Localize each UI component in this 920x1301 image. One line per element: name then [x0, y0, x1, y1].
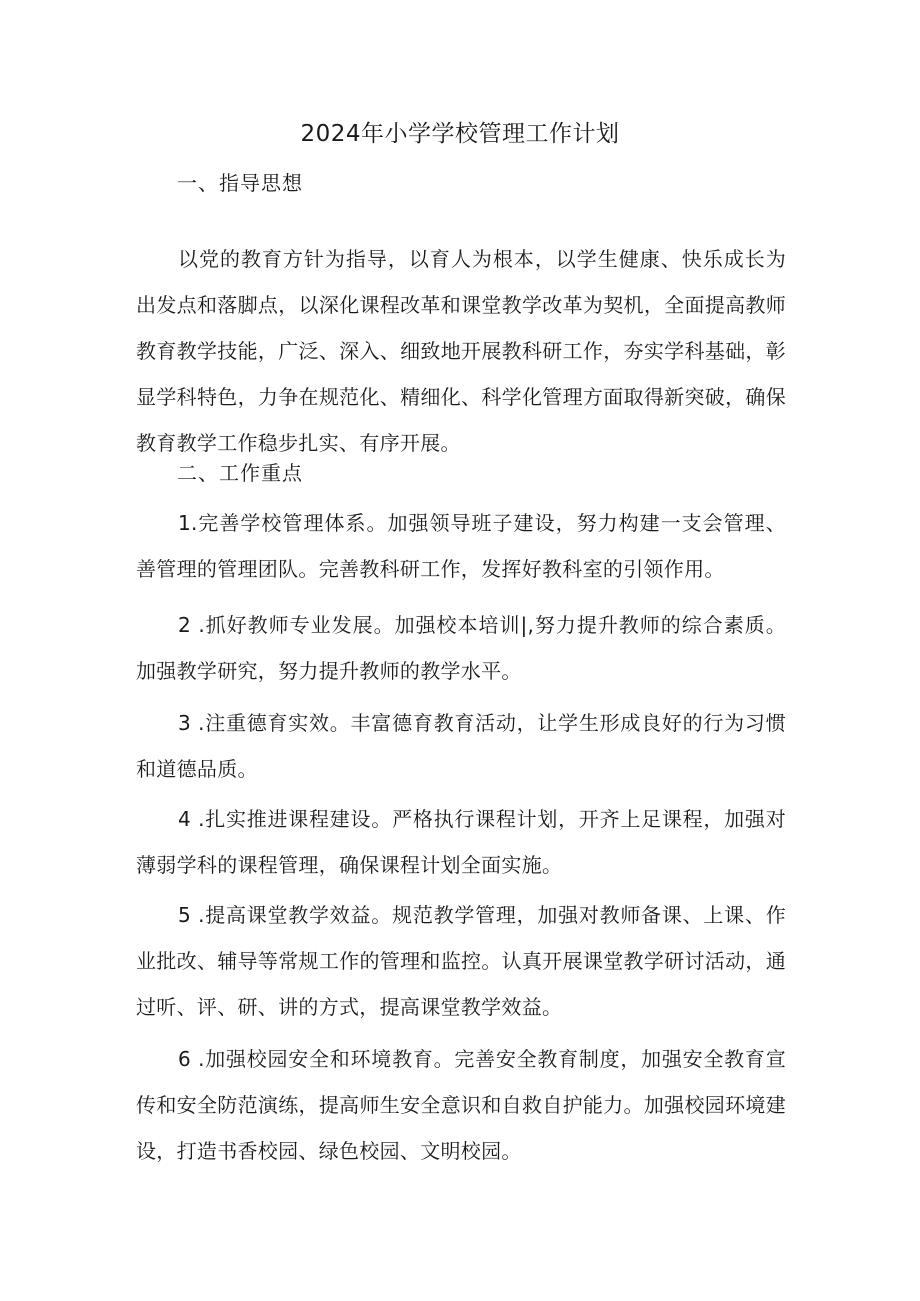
paragraph-item-4: 4 .扎实推进课程建设。严格执行课程计划，开齐上足课程，加强对薄弱学科的课程管理，确保课程计划全面实施。 [136, 807, 786, 877]
paragraph-guiding-ideology: 以党的教育方针为指导，以育人为根本，以学生健康、快乐成长为出发点和落脚点，以深化课程改革和课堂教学改革为契机，全面提高教师教育教学技能，广泛、深入、细致地开展教科研工作，夯实学科基础，彰显学科特色，力争在规范化、精细化、科学化管理方面取得新突破，确保教育教学工作稳步扎实、有序开展。 [136, 247, 786, 455]
section-heading-guiding-ideology: 一、指导思想 [177, 171, 303, 195]
paragraph-item-2: 2 .抓好教师专业发展。加强校本培训|,努力提升教师的综合素质。加强教学研究，努力提升教师的教学水平。 [136, 613, 786, 683]
document-title: 2024年小学学校管理工作计划 [300, 121, 620, 147]
section-heading-work-focus: 二、工作重点 [177, 461, 303, 485]
paragraph-item-1: 1.完善学校管理体系。加强领导班子建设，努力构建一支会管理、善管理的管理团队。完善教科研工作，发挥好教科室的引领作用。 [136, 511, 786, 581]
paragraph-item-5: 5 .提高课堂教学效益。规范教学管理，加强对教师备课、上课、作业批改、辅导等常规工作的管理和监控。认真开展课堂教学研讨活动，通过听、评、研、讲的方式，提高课堂教学效益。 [136, 903, 786, 1019]
paragraph-item-6: 6 .加强校园安全和环境教育。完善安全教育制度，加强安全教育宣传和安全防范演练，提高师生安全意识和自救自护能力。加强校园环境建设，打造书香校园、绿色校园、文明校园。 [136, 1047, 786, 1163]
paragraph-item-3: 3 .注重德育实效。丰富德育教育活动，让学生形成良好的行为习惯和道德品质。 [136, 711, 786, 781]
